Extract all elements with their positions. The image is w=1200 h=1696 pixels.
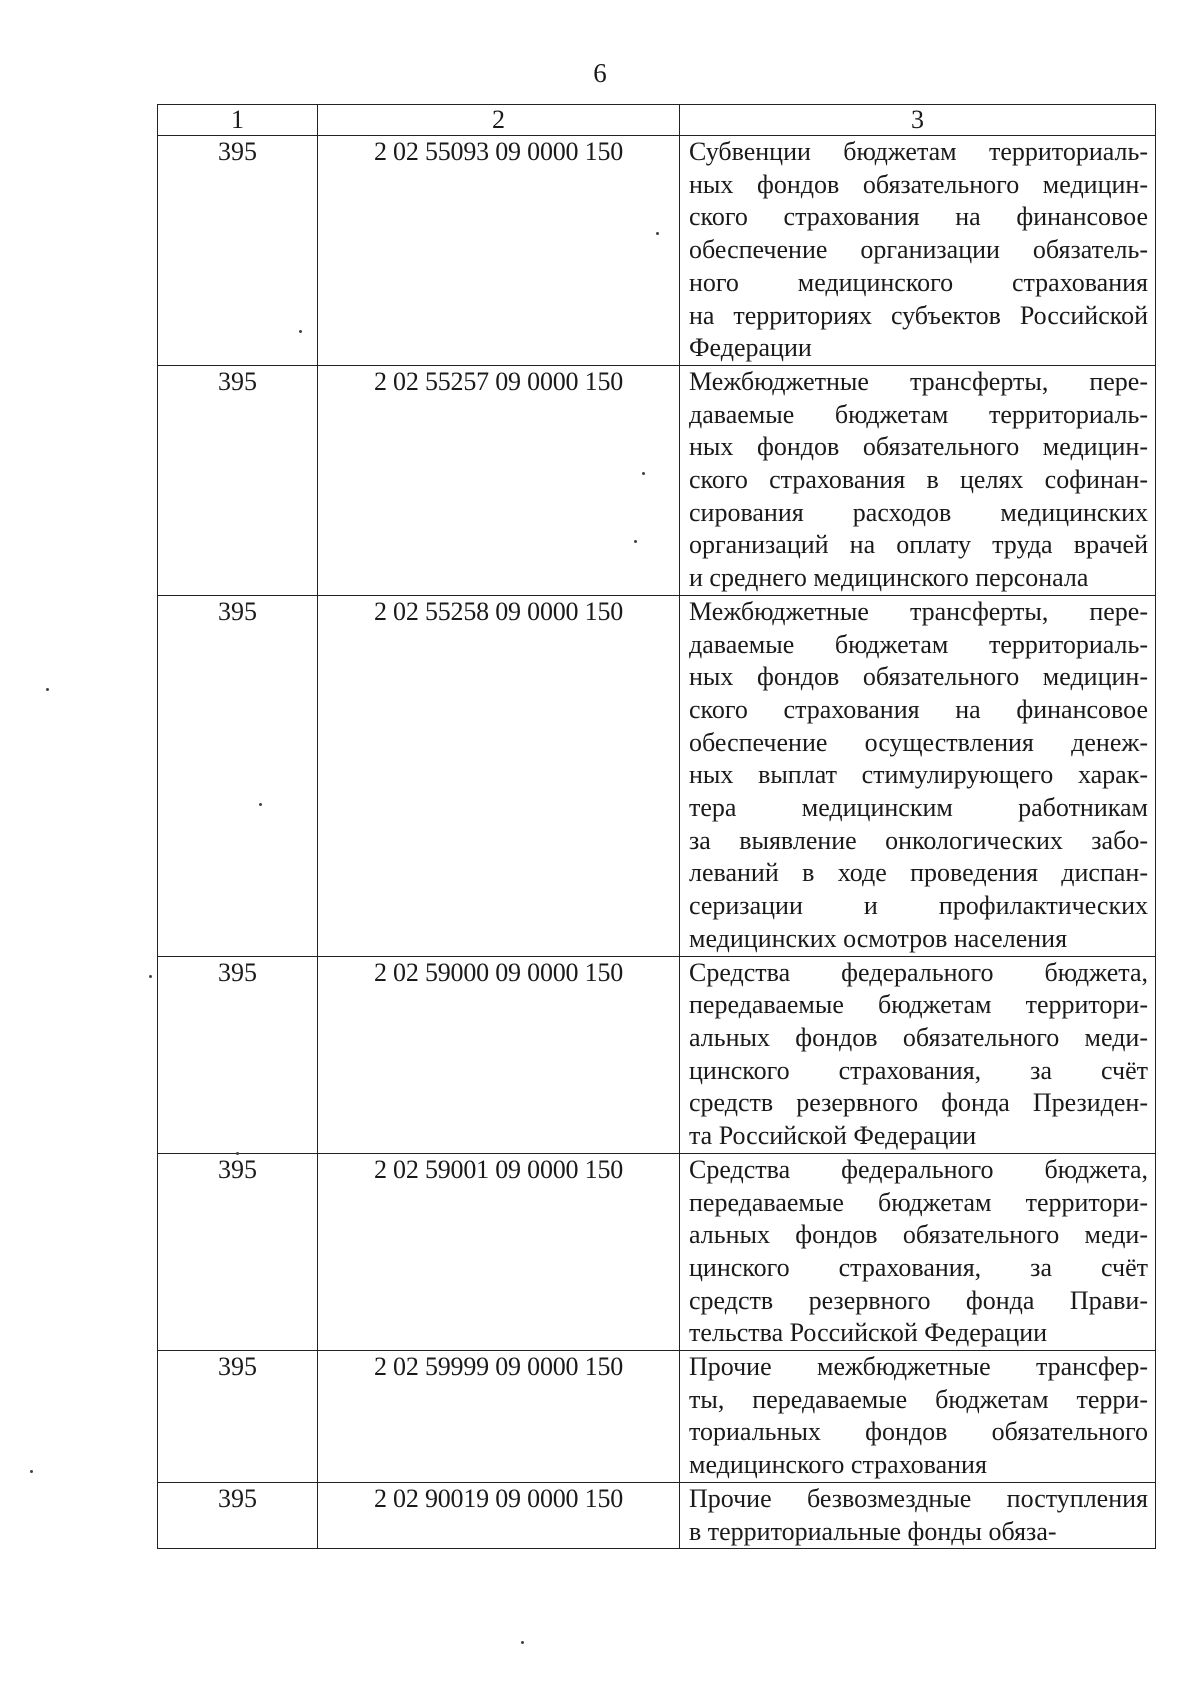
table-row — [158, 365, 1156, 595]
description-line: альных фондов обязательного меди- — [689, 1220, 1148, 1250]
admin-code-cell: 395 — [158, 365, 318, 595]
description-line: Средства федерального бюджета, — [689, 957, 1148, 987]
description-line: ского страхования в целях софинан- — [689, 465, 1148, 495]
description-line: тельства Российской Федерации — [689, 1318, 1048, 1348]
header-cell-col-2: 2 — [318, 105, 680, 136]
kbk-code-cell: 2 02 55093 09 0000 150 — [318, 136, 680, 366]
table-row — [158, 136, 1156, 366]
kbk-code-cell: 2 02 59000 09 0000 150 — [318, 956, 680, 1153]
description-line: ного медицинского страхования — [689, 267, 1148, 297]
description-line: и среднего медицинского персонала — [689, 563, 1089, 593]
scan-speck — [236, 1152, 239, 1155]
table-row — [158, 1482, 1156, 1548]
scan-speck — [656, 232, 659, 235]
admin-code-cell: 395 — [158, 1482, 318, 1548]
description-line: Прочие межбюджетные трансфер- — [689, 1352, 1148, 1382]
description-cell — [680, 1153, 1156, 1350]
description-line: Субвенции бюджетам территориаль- — [689, 137, 1148, 166]
description-cell — [680, 1351, 1156, 1483]
description-cell — [680, 1482, 1156, 1548]
description-line: медицинских осмотров населения — [689, 923, 1068, 953]
table-row — [158, 1351, 1156, 1483]
description-line: медицинского страхования — [689, 1450, 987, 1480]
description-line: средств резервного фонда Прави- — [689, 1285, 1148, 1315]
description-line: серизации и профилактических — [689, 891, 1148, 921]
description-cell — [680, 136, 1156, 366]
description-line: в территориальные фонды обяза- — [689, 1516, 1057, 1546]
admin-code-cell: 395 — [158, 1153, 318, 1350]
description-line: Межбюджетные трансферты, пере- — [689, 366, 1148, 396]
description-line: даваемые бюджетам территориаль- — [689, 399, 1148, 429]
kbk-code-cell: 2 02 55257 09 0000 150 — [318, 365, 680, 595]
scan-speck — [46, 688, 49, 691]
scan-speck — [259, 803, 262, 806]
admin-code-cell: 395 — [158, 1351, 318, 1483]
description-line: ных фондов обязательного медицин- — [689, 662, 1148, 692]
table-row — [158, 1153, 1156, 1350]
admin-code-cell: 395 — [158, 595, 318, 956]
description-line: сирования расходов медицинских — [689, 497, 1148, 527]
description-line: Средства федерального бюджета, — [689, 1154, 1148, 1184]
description-line: передаваемые бюджетам территори- — [689, 1187, 1148, 1217]
description-line: передаваемые бюджетам территори- — [689, 990, 1148, 1020]
page-number: 6 — [593, 58, 607, 88]
table-row — [158, 595, 1156, 956]
description-cell — [680, 365, 1156, 595]
description-line: тера медицинским работникам — [689, 793, 1148, 823]
kbk-code-cell: 2 02 59999 09 0000 150 — [318, 1351, 680, 1483]
description-line: та Российской Федерации — [689, 1121, 977, 1151]
description-line: за выявление онкологических забо- — [689, 825, 1148, 855]
description-line: организаций на оплату труда врачей — [689, 530, 1148, 560]
description-line: ты, передаваемые бюджетам терри- — [689, 1384, 1148, 1414]
description-line: средств резервного фонда Президен- — [689, 1088, 1148, 1118]
scan-speck — [30, 1470, 33, 1473]
description-line: даваемые бюджетам территориаль- — [689, 629, 1148, 659]
description-line: ториальных фондов обязательного — [689, 1417, 1148, 1447]
scan-speck — [634, 540, 637, 543]
description-cell — [680, 595, 1156, 956]
description-line: ского страхования на финансовое — [689, 202, 1148, 232]
table-body — [158, 136, 1156, 1549]
description-line: ных фондов обязательного медицин- — [689, 169, 1148, 199]
budget-classification-table — [157, 104, 1156, 1549]
description-line: Федерации — [689, 333, 812, 363]
admin-code-cell: 395 — [158, 956, 318, 1153]
scan-speck — [299, 330, 302, 333]
description-line: на территориях субъектов Российской — [689, 300, 1148, 330]
description-line: альных фондов обязательного меди- — [689, 1022, 1148, 1052]
scan-speck — [521, 1641, 524, 1644]
kbk-code-cell: 2 02 59001 09 0000 150 — [318, 1153, 680, 1350]
description-line: Межбюджетные трансферты, пере- — [689, 596, 1148, 626]
admin-code-cell: 395 — [158, 136, 318, 366]
description-line: обеспечение организации обязатель- — [689, 235, 1148, 265]
kbk-code-cell: 2 02 55258 09 0000 150 — [318, 595, 680, 956]
description-line: ского страхования на финансовое — [689, 694, 1148, 724]
description-line: ных выплат стимулирующего харак- — [689, 760, 1148, 790]
kbk-code-cell: 2 02 90019 09 0000 150 — [318, 1482, 680, 1548]
description-line: леваний в ходе проведения диспан- — [689, 858, 1148, 888]
description-cell — [680, 956, 1156, 1153]
scan-speck — [642, 472, 645, 475]
header-cell-col-3: 3 — [680, 105, 1156, 136]
description-line: цинского страхования, за счёт — [689, 1252, 1148, 1282]
header-cell-col-1: 1 — [158, 105, 318, 136]
scan-speck — [149, 975, 152, 978]
table-row — [158, 956, 1156, 1153]
description-line: ных фондов обязательного медицин- — [689, 432, 1148, 462]
description-line: обеспечение осуществления денеж- — [689, 727, 1148, 757]
description-line: Прочие безвозмездные поступления — [689, 1483, 1148, 1513]
table-header-row — [158, 105, 1156, 136]
description-line: цинского страхования, за счёт — [689, 1055, 1148, 1085]
